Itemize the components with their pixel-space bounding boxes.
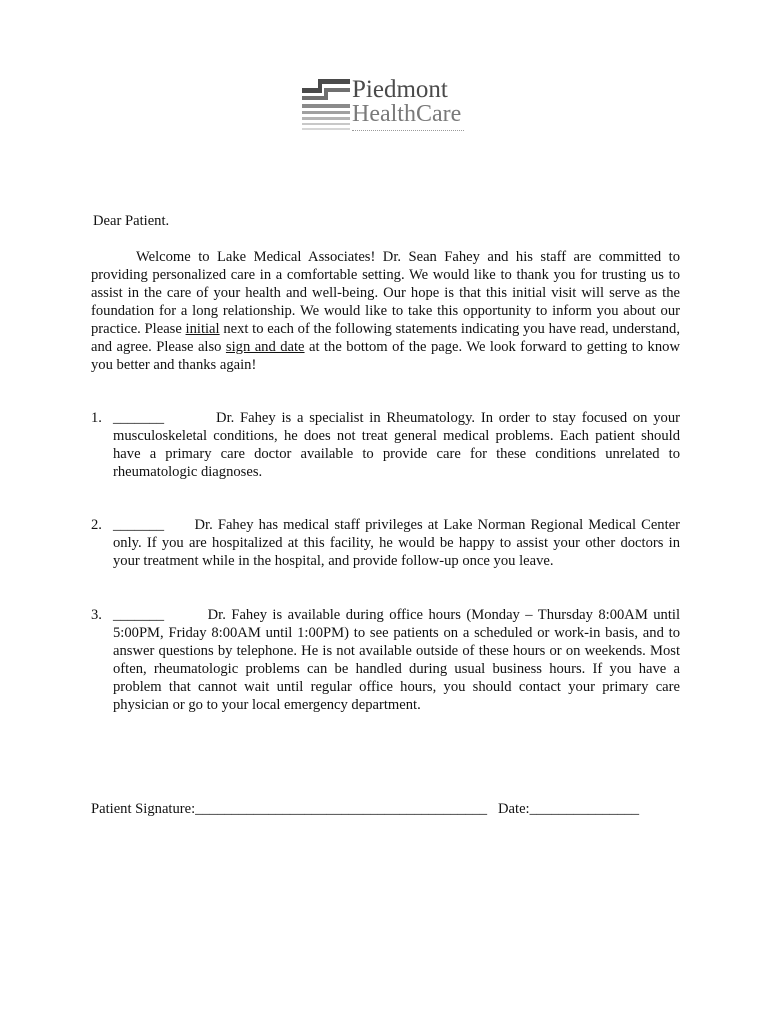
initial-blank-field[interactable]: _______ [113, 517, 165, 533]
signature-row [91, 801, 639, 818]
logo-wordmark-piedmont: Piedmont [352, 76, 448, 103]
initial-blank-field[interactable]: _______ [113, 410, 165, 426]
statement-text: Dr. Fahey has medical staff privileges at Lake Norman Regional Medical Center only. If you are hospitalized at this facility, he would be happy to assist your other doctors in your treatment while in the hospital, and provide follow-up once you leave. [113, 517, 680, 569]
initial-blank-field[interactable]: _______ [113, 607, 165, 623]
intro-text-part-2: next to each of the following statements indicating you have read, understand, and agree. Please also [91, 321, 680, 355]
statement-number: 1. [91, 410, 102, 426]
patient-signature-field[interactable]: ________________________________________ [195, 801, 488, 817]
statement-number: 3. [91, 607, 102, 623]
intro-text-part-3: at the bottom of the page. We look forward to getting to know you better and thanks again! [91, 339, 680, 373]
statement-item-1 [91, 409, 680, 481]
date-field[interactable]: _______________ [529, 801, 640, 817]
date-label: Date: [498, 801, 530, 817]
statement-item-2 [91, 516, 680, 570]
statement-number: 2. [91, 517, 102, 533]
statement-text: Dr. Fahey is available during office hours (Monday – Thursday 8:00AM until 5:00PM, Friday 8:00AM until 1:00PM) to see patients on a scheduled or work-in basis, and to answer questions by telephone. He is not available outside of these hours or on weekends. Most often, rheumatologic problems can be handled during usual business hours. If you have a problem that cannot wait until regular office hours, you should contact your primary care physician or go to your local emergency department. [113, 607, 681, 713]
statement-text: Dr. Fahey is a specialist in Rheumatology. In order to stay focused on your musculoskeletal conditions, he does not treat general medical problems. Each patient should have a primary care doctor available to provide care for these conditions unrelated to rheumatologic diagnoses. [113, 410, 681, 480]
logo-wordmark-healthcare: HealthCare [352, 101, 462, 127]
intro-text-part-1: Welcome to Lake Medical Associates! Dr. Sean Fahey and his staff are committed to providing personalized care in a comfortable setting. We would like to thank you for trusting us to assist in the care of your health and well-being. Our hope is that this initial visit will serve as the foundation for a long relationship. We would like to take this opportunity to inform you about our practice. Please [91, 249, 680, 337]
letter-greeting: Dear Patient. [93, 213, 170, 229]
intro-sign-and-date-underlined: sign and date [225, 339, 305, 355]
letter-intro-paragraph [91, 248, 680, 374]
patient-signature-label: Patient Signature: [91, 801, 196, 817]
statement-item-3 [91, 606, 680, 714]
logo-dotted-rule [352, 130, 464, 131]
intro-initial-underlined: initial [185, 321, 220, 337]
piedmont-healthcare-logo [302, 76, 472, 136]
piedmont-logo-icon [302, 76, 352, 134]
